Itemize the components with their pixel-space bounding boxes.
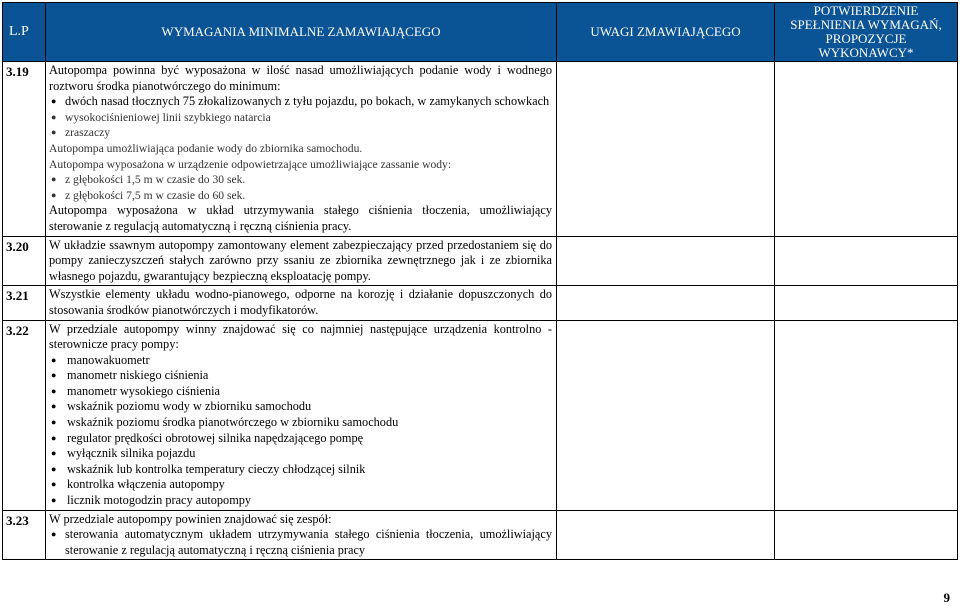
requirement-text <box>46 320 557 510</box>
header-lp: L.P <box>3 3 46 62</box>
requirement-paragraph: W przedziale autopompy powinien znajdować się zespół: <box>49 511 332 526</box>
list-item: ● z głębokości 7,5 m w czasie do 60 sek. <box>49 188 552 204</box>
list-item: ● wskaźnik poziomu środka pianotwórczego w zbiorniku samochodu <box>49 415 552 431</box>
remarks-cell[interactable] <box>557 286 775 320</box>
requirement-text <box>46 236 557 286</box>
header-remarks: UWAGI ZMAWIAJĄCEGO <box>557 3 775 62</box>
confirmation-cell[interactable] <box>775 320 958 510</box>
requirement-paragraph: Autopompa umożliwiająca podanie wody do zbiornika samochodu. <box>49 141 363 155</box>
list-item: ● manowakuometr <box>49 353 552 369</box>
requirement-paragraph: W przedziale autopompy winny znajdować się co najmniej następujące urządzenia kontrolno - sterownicze pracy pompy: <box>49 321 552 352</box>
list-item: ● wskaźnik poziomu wody w zbiorniku samochodu <box>49 399 552 415</box>
requirements-table <box>2 2 958 560</box>
remarks-cell[interactable] <box>557 510 775 560</box>
list-item: ● wskaźnik lub kontrolka temperatury cieczy chłodzącej silnik <box>49 462 552 478</box>
confirmation-cell[interactable] <box>775 286 958 320</box>
row-number: 3.23 <box>3 510 46 560</box>
row-number: 3.22 <box>3 320 46 510</box>
list-item: ● dwóch nasad tłocznych 75 złokalizowanych z tyłu pojazdu, po bokach, w zamykanych schowkach <box>49 94 552 110</box>
requirement-text <box>46 286 557 320</box>
list-item: ● wyłącznik silnika pojazdu <box>49 446 552 462</box>
list-item: ● manometr niskiego ciśnienia <box>49 368 552 384</box>
requirement-bullet-list <box>49 172 552 203</box>
table-header-row <box>3 3 958 62</box>
list-item: ● wysokociśnieniowej linii szybkiego natarcia <box>49 110 552 126</box>
requirement-paragraph: Autopompa wyposażona w urządzenie odpowietrzające umożliwiające zassanie wody: <box>49 157 452 171</box>
requirement-text <box>46 510 557 560</box>
table-body <box>3 62 958 560</box>
table-row <box>3 286 958 320</box>
list-item: ● z głębokości 1,5 m w czasie do 30 sek. <box>49 172 552 188</box>
list-item: ● regulator prędkości obrotowej silnika napędzającego pompę <box>49 431 552 447</box>
confirmation-cell[interactable] <box>775 62 958 237</box>
requirement-bullet-list <box>49 94 552 141</box>
header-confirmation: POTWIERDZENIE SPEŁNIENIA WYMAGAŃ, PROPOZYCJE WYKONAWCY* <box>775 3 958 62</box>
confirmation-cell[interactable] <box>775 236 958 286</box>
table-row <box>3 236 958 286</box>
list-item: ● zraszaczy <box>49 125 552 141</box>
list-item: ● manometr wysokiego ciśnienia <box>49 384 552 400</box>
requirement-bullet-list <box>49 353 552 509</box>
requirement-paragraph: Wszystkie elementy układu wodno-pianowego, odporne na korozję i działanie dopuszczonych do stosowania środków pianotwórczych i modyfikatorów. <box>49 287 552 317</box>
requirement-bullet-list <box>49 527 552 558</box>
row-number: 3.21 <box>3 286 46 320</box>
row-number: 3.20 <box>3 236 46 286</box>
requirement-paragraph: Autopompa powinna być wyposażona w ilość nasad umożliwiających podanie wody i wodnego roztworu środka pianotwórczego do minimum: <box>49 63 552 93</box>
confirmation-cell[interactable] <box>775 510 958 560</box>
requirement-paragraph: Autopompa wyposażona w układ utrzymywania stałego ciśnienia tłoczenia, umożliwiający sterowanie z regulacją automatyczną i ręczną ciśnienia pracy. <box>49 203 552 233</box>
page-number: 9 <box>943 590 950 605</box>
remarks-cell[interactable] <box>557 320 775 510</box>
table-row <box>3 320 958 510</box>
requirement-text <box>46 62 557 237</box>
remarks-cell[interactable] <box>557 236 775 286</box>
requirement-paragraph: W układzie ssawnym autopompy zamontowany element zabezpieczający przed przedostaniem się do pompy zanieczyszczeń stałych zarówno przy ssaniu ze zbiornika zewnętrznego jak i ze zbiornika własnego pojazdu, gwarantujący bezpieczną eksploatację pompy. <box>49 237 552 283</box>
table-row <box>3 62 958 237</box>
table-row <box>3 510 958 560</box>
header-requirements: WYMAGANIA MINIMALNE ZAMAWIAJĄCEGO <box>46 3 557 62</box>
list-item: ● licznik motogodzin pracy autopompy <box>49 493 552 509</box>
row-number: 3.19 <box>3 62 46 237</box>
remarks-cell[interactable] <box>557 62 775 237</box>
list-item: ● kontrolka włączenia autopompy <box>49 477 552 493</box>
list-item: ● sterowania automatycznym układem utrzymywania stałego ciśnienia tłoczenia, umożliwiający sterowanie z regulacją automatyczną i ręczną ciśnienia pracy <box>49 527 552 558</box>
